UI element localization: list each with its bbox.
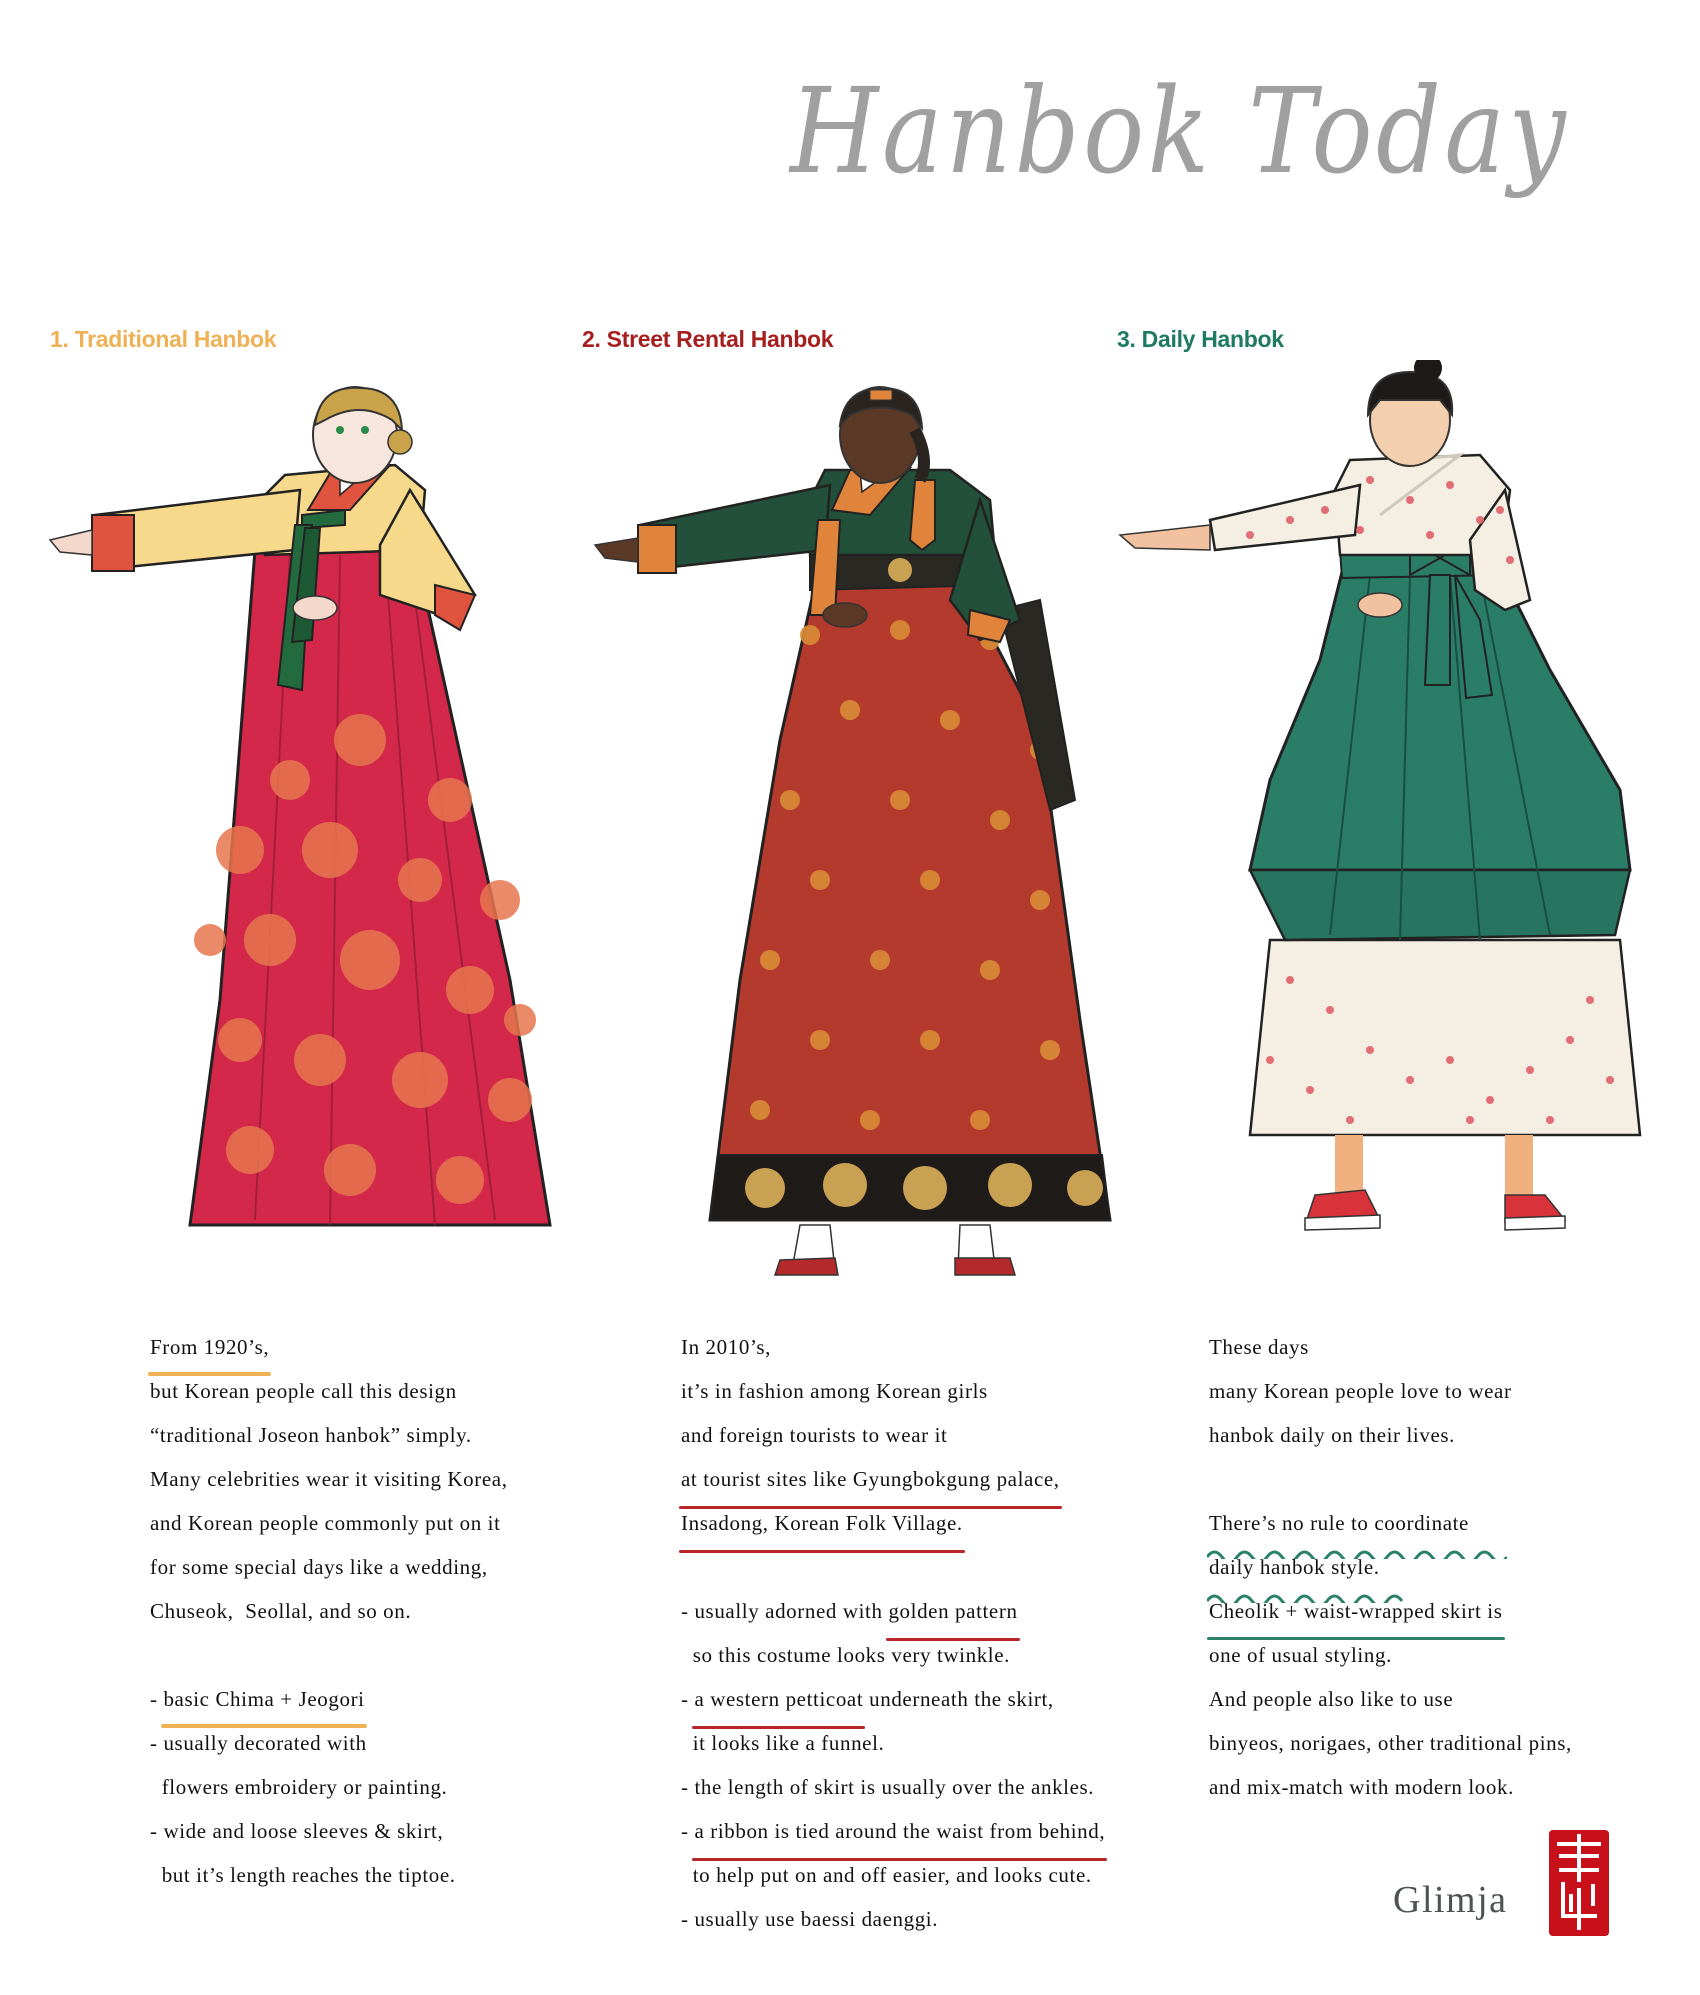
text-line: - the length of skirt is usually over the ankles. — [681, 1775, 1095, 1799]
text-line: And people also like to use — [1209, 1687, 1454, 1711]
heading-traditional-hanbok: 1. Traditional Hanbok — [50, 326, 277, 352]
text-line: for some special days like a wedding, — [150, 1555, 488, 1579]
text-line: one of usual styling. — [1209, 1643, 1392, 1667]
text-line: - wide and loose sleeves & skirt, — [150, 1819, 444, 1843]
text-line — [1209, 1589, 1572, 1633]
red-seal-stamp-icon — [1549, 1830, 1609, 1936]
text-line-blank — [150, 1633, 508, 1677]
text-line: and Korean people commonly put on it — [150, 1511, 501, 1535]
daily-hanbok-illustration — [1110, 360, 1670, 1260]
wavy-underlined-phrase — [1209, 1545, 1380, 1589]
underlined-phrase: basic Chima + Jeogori — [163, 1677, 364, 1721]
text-line — [150, 1677, 508, 1721]
text-line-blank — [1209, 1457, 1572, 1501]
wavy-underlined-phrase — [1209, 1501, 1469, 1545]
text-line: many Korean people love to wear — [1209, 1379, 1512, 1403]
text-line — [681, 1589, 1105, 1633]
heading-street-rental-hanbok: 2. Street Rental Hanbok — [582, 326, 834, 352]
text-segment: daily hanbok style. — [1209, 1555, 1380, 1579]
text-line: and mix-match with modern look. — [1209, 1775, 1514, 1799]
text-segment: There’s no rule to coordinate — [1209, 1511, 1469, 1535]
text-line — [681, 1501, 1105, 1545]
underlined-phrase: a ribbon is tied around the waist from behind, — [694, 1809, 1105, 1853]
text-line: it’s in fashion among Korean girls — [681, 1379, 988, 1403]
artist-signature: Glimja — [1393, 1879, 1508, 1921]
underlined-phrase: Insadong, Korean Folk Village. — [681, 1501, 963, 1545]
text-line: hanbok daily on their lives. — [1209, 1423, 1456, 1447]
text-line — [681, 1809, 1105, 1853]
text-line — [681, 1457, 1105, 1501]
daily-hanbok-description — [1209, 1325, 1572, 1809]
text-line: - usually decorated with — [150, 1731, 367, 1755]
text-line: Chuseok, Seollal, and so on. — [150, 1599, 412, 1623]
text-line: binyeos, norigaes, other traditional pins, — [1209, 1731, 1572, 1755]
heading-daily-hanbok: 3. Daily Hanbok — [1117, 326, 1284, 352]
text-segment: - usually adorned with — [681, 1599, 889, 1623]
traditional-hanbok-description — [150, 1325, 508, 1897]
text-line: but it’s length reaches the tiptoe. — [150, 1863, 456, 1887]
underlined-phrase: From 1920’s, — [150, 1325, 269, 1369]
text-line: In 2010’s, — [681, 1335, 771, 1359]
text-line: so this costume looks very twinkle. — [681, 1643, 1011, 1667]
text-line: but Korean people call this design — [150, 1379, 457, 1403]
street-rental-hanbok-description — [681, 1325, 1105, 1941]
text-line — [1209, 1501, 1572, 1545]
bullet-dash: - — [681, 1819, 695, 1843]
text-line: it looks like a funnel. — [681, 1731, 885, 1755]
bullet-dash: - — [150, 1687, 164, 1711]
text-line — [681, 1677, 1105, 1721]
underlined-phrase: golden pattern — [888, 1589, 1017, 1633]
underlined-phrase: Cheolik + waist-wrapped skirt is — [1209, 1589, 1503, 1633]
text-line: flowers embroidery or painting. — [150, 1775, 448, 1799]
text-line — [150, 1325, 508, 1369]
street-rental-hanbok-illustration — [570, 380, 1130, 1280]
text-line: These days — [1209, 1335, 1309, 1359]
page-title: Hanbok Today — [790, 62, 1570, 200]
text-segment: underneath the skirt, — [863, 1687, 1054, 1711]
text-line-blank — [681, 1545, 1105, 1589]
text-line: - usually use baessi daenggi. — [681, 1907, 939, 1931]
bullet-dash: - — [681, 1687, 695, 1711]
underlined-phrase: at tourist sites like Gyungbokgung palace, — [681, 1457, 1060, 1501]
text-line — [1209, 1545, 1572, 1589]
text-line: “traditional Joseon hanbok” simply. — [150, 1423, 472, 1447]
text-line: Many celebrities wear it visiting Korea, — [150, 1467, 508, 1491]
text-line: and foreign tourists to wear it — [681, 1423, 948, 1447]
text-line: to help put on and off easier, and looks cute. — [681, 1863, 1092, 1887]
traditional-hanbok-illustration — [40, 380, 600, 1260]
underlined-phrase: a western petticoat — [694, 1677, 863, 1721]
